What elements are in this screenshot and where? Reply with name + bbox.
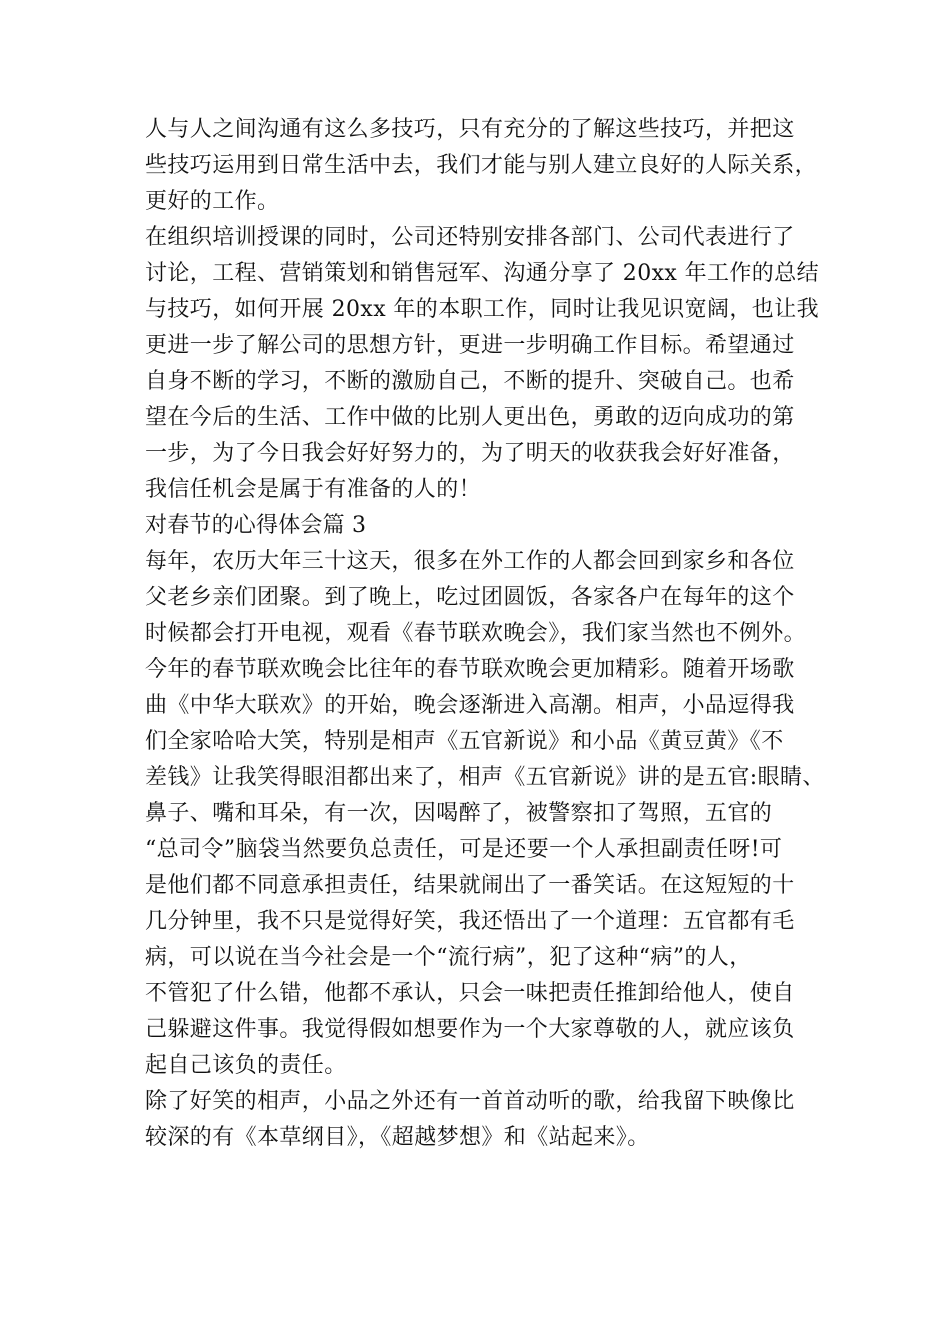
text-line: 望在今后的生活、工作中做的比别人更出色，勇敢的迈向成功的第: [145, 405, 795, 430]
text-line: 鼻子、嘴和耳朵，有一次，因喝醉了，被警察扣了驾照，五官的: [145, 801, 773, 826]
paragraph: [145, 1084, 825, 1156]
text-line: 人与人之间沟通有这么多技巧，只有充分的了解这些技巧，并把这: [145, 117, 795, 142]
text-line: 自身不断的学习，不断的激励自己，不断的提升、突破自己。也希: [145, 369, 795, 394]
text-line: 一步，为了今日我会好好努力的，为了明天的收获我会好好准备，: [145, 441, 795, 466]
text-line: 与技巧，如何开展 20xx 年的本职工作，同时让我见识宽阔，也让我: [145, 297, 819, 322]
text-line: 我信任机会是属于有准备的人的！: [145, 477, 482, 502]
text-line: 在组织培训授课的同时，公司还特别安排各部门、公司代表进行了: [145, 225, 795, 250]
text-line: “总司令”脑袋当然要负总责任，可是还要一个人承担副责任呀!可: [145, 837, 783, 862]
text-line: 更进一步了解公司的思想方针，更进一步明确工作目标。希望通过: [145, 333, 795, 358]
text-line: 不管犯了什么错，他都不承认，只会一味把责任推卸给他人，使自: [145, 981, 795, 1006]
text-line: 些技巧运用到日常生活中去，我们才能与别人建立良好的人际关系，: [145, 153, 818, 178]
text-line: 今年的春节联欢晚会比往年的春节联欢晚会更加精彩。随着开场歌: [145, 657, 795, 682]
text-line: 讨论，工程、营销策划和销售冠军、沟通分享了 20xx 年工作的总结: [145, 261, 819, 286]
paragraph: [145, 544, 825, 652]
text-line: 几分钟里，我不只是觉得好笑，我还悟出了一个道理：五官都有毛: [145, 909, 795, 934]
text-line: 起自己该负的责任。: [145, 1053, 347, 1078]
paragraph: [145, 220, 825, 508]
text-line: 父老乡亲们团聚。到了晚上，吃过团圆饭，各家各户在每年的这个: [145, 585, 795, 610]
text-line: 差钱》让我笑得眼泪都出来了，相声《五官新说》讲的是五官:眼睛、: [145, 765, 825, 790]
text-line: 更好的工作。: [145, 189, 280, 214]
text-line: 除了好笑的相声，小品之外还有一首首动听的歌，给我留下映像比: [145, 1089, 795, 1114]
text-line: 时候都会打开电视，观看《春节联欢晚会》，我们家当然也不例外。: [145, 621, 807, 646]
document-body: [145, 112, 825, 1156]
text-line: 病，可以说在当今社会是一个“流行病”，犯了这种“病”的人，: [145, 945, 752, 970]
text-line: 是他们都不同意承担责任，结果就闹出了一番笑话。在这短短的十: [145, 873, 795, 898]
text-line: 较深的有《本草纲目》，《超越梦想》和《站起来》。: [145, 1125, 650, 1150]
paragraph: [145, 652, 825, 1084]
text-line: 己躲避这件事。我觉得假如想要作为一个大家尊敬的人，就应该负: [145, 1017, 795, 1042]
section-heading: 对春节的心得体会篇 3: [145, 513, 367, 538]
text-line: 曲《中华大联欢》的开始，晚会逐渐进入高潮。相声，小品逗得我: [145, 693, 795, 718]
text-line: 们全家哈哈大笑，特别是相声《五官新说》和小品《黄豆黄》《不: [145, 729, 784, 754]
paragraph: [145, 112, 825, 220]
text-line: 每年，农历大年三十这天，很多在外工作的人都会回到家乡和各位: [145, 549, 795, 574]
